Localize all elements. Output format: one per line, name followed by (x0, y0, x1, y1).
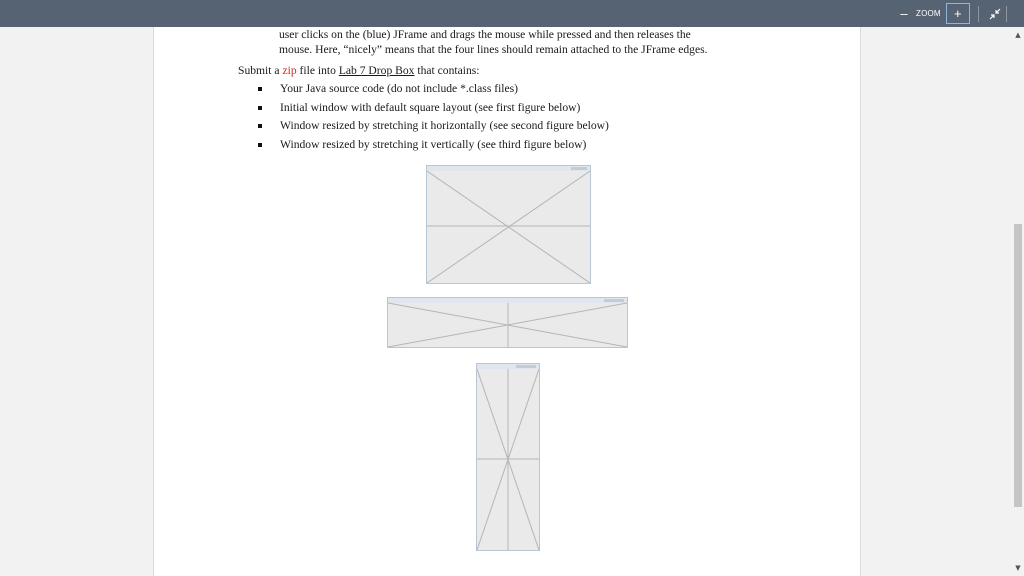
list-item (258, 101, 609, 120)
toolbar-separator-right (1006, 6, 1007, 22)
paragraph-line: user clicks on the (blue) JFrame and drags the mouse while pressed and then releases the (279, 28, 691, 41)
requirements-list (258, 82, 609, 156)
instructions-paragraph (279, 27, 799, 57)
toolbar-separator (978, 6, 979, 22)
bullet-icon (258, 87, 262, 91)
zoom-label: ZOOM (916, 9, 941, 18)
list-item-text: Window resized by stretching it horizontally (see second figure below) (280, 119, 609, 132)
viewer-toolbar (0, 0, 1024, 27)
zoom-in-button[interactable]: + (946, 3, 970, 24)
submit-middle: file into (296, 64, 339, 77)
scroll-down-icon[interactable]: ▼ (1015, 564, 1021, 572)
bullet-icon (258, 124, 262, 128)
collapse-button[interactable] (987, 3, 1003, 24)
vertical-scrollbar[interactable] (1012, 27, 1024, 576)
list-item (258, 138, 609, 157)
submit-instruction (238, 64, 480, 77)
drop-box-link[interactable]: Lab 7 Drop Box (338, 64, 415, 77)
scroll-up-icon[interactable]: ▲ (1015, 31, 1021, 39)
figure-square-window (426, 165, 591, 284)
submit-suffix: that contains: (414, 64, 480, 77)
frame-lines (388, 298, 627, 347)
paragraph-line: mouse. Here, “nicely” means that the four lines should remain attached to the JFrame edges. (279, 43, 708, 56)
submit-prefix: Submit a (238, 64, 283, 77)
collapse-icon (989, 8, 1001, 20)
list-item-text: Window resized by stretching it vertically (see third figure below) (280, 137, 587, 151)
list-item-text: Your Java source code (do not include *.class files) (280, 82, 519, 95)
frame-lines (427, 166, 590, 283)
list-item (258, 82, 609, 101)
bullet-icon (258, 143, 262, 147)
zoom-out-button[interactable]: – (900, 6, 908, 21)
zoom-controls (895, 3, 1003, 24)
zip-word: zip (282, 64, 297, 77)
list-item (258, 119, 609, 138)
scrollbar-thumb[interactable] (1014, 224, 1022, 507)
figure-wide-window (387, 297, 628, 348)
frame-lines (477, 364, 539, 550)
figure-tall-window (476, 363, 540, 551)
bullet-icon (258, 106, 262, 110)
document-page (153, 27, 861, 576)
list-item-text: Initial window with default square layout (see first figure below) (280, 100, 581, 114)
